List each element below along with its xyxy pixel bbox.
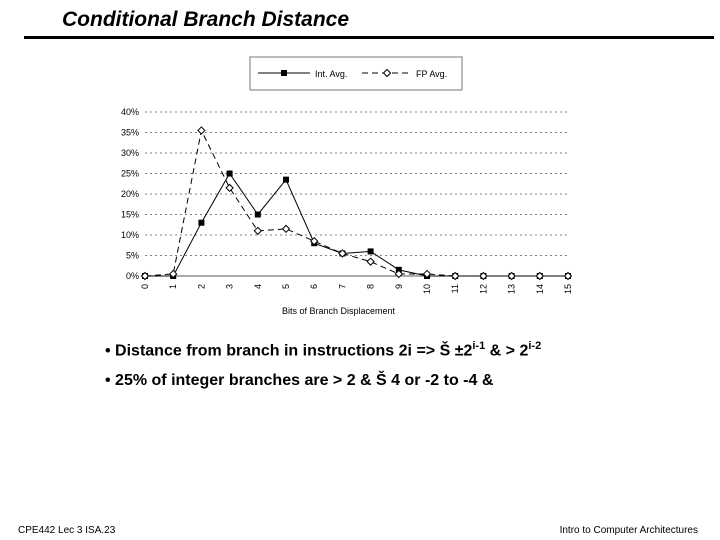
- bullet-integer-branches: • 25% of integer branches are > 2 & Š 4 or -2 to -4 &: [105, 372, 494, 389]
- y-tick-label: 0%: [125, 271, 139, 281]
- legend-marker-int: [281, 70, 287, 76]
- data-point-fp: [254, 227, 261, 234]
- x-tick-label: 14: [534, 284, 545, 295]
- y-tick-label: 20%: [120, 189, 139, 199]
- series-line-int: [145, 174, 568, 277]
- data-point-int: [198, 220, 204, 226]
- x-tick-label: 7: [337, 284, 348, 290]
- x-tick-label: 10: [422, 284, 432, 295]
- y-tick-label: 15%: [120, 209, 139, 220]
- y-tick-label: 30%: [120, 148, 139, 158]
- x-tick-label: 1: [168, 284, 179, 290]
- data-point-int: [283, 177, 289, 183]
- x-tick-label: 5: [281, 284, 291, 290]
- bullet-distance-sup1: i-1: [472, 340, 486, 352]
- axes: [121, 107, 573, 316]
- x-tick-label: 13: [506, 284, 517, 295]
- data-point-int: [227, 171, 233, 177]
- y-tick-label: 40%: [120, 107, 139, 117]
- x-tick-label: 8: [365, 284, 376, 290]
- legend-label-fp: FP Avg.: [416, 69, 448, 79]
- y-tick-label: 10%: [120, 230, 139, 240]
- legend: [250, 57, 462, 90]
- grid: [145, 112, 568, 256]
- data-point-fp: [283, 225, 290, 232]
- data-point-fp: [367, 258, 374, 265]
- data-point-fp: [198, 127, 205, 134]
- x-tick-label: 12: [478, 284, 489, 295]
- y-tick-label: 25%: [120, 168, 139, 179]
- x-tick-label: 9: [393, 284, 404, 290]
- legend-label-int: Int. Avg.: [315, 69, 348, 79]
- x-axis-title: Bits of Branch Displacement: [281, 306, 396, 316]
- series-line-fp: [145, 130, 568, 276]
- y-tick-label: 35%: [120, 127, 139, 138]
- bullet-distance-sup2: i-2: [528, 340, 542, 352]
- series-group: [142, 127, 572, 280]
- x-tick-label: 0: [140, 284, 150, 290]
- bullet-distance-text: • Distance from branch in instructions 2i => Š ±2: [105, 342, 473, 360]
- x-tick-label: 2: [196, 284, 207, 290]
- footer-right: Intro to Computer Architectures: [559, 525, 698, 536]
- x-tick-label: 11: [450, 284, 461, 294]
- x-tick-label: 15: [563, 284, 573, 295]
- x-tick-label: 4: [252, 284, 263, 290]
- data-point-fp: [226, 184, 233, 191]
- data-point-int: [255, 212, 261, 218]
- x-tick-label: 6: [309, 284, 320, 290]
- bullet-distance: [105, 340, 541, 360]
- slide-title: Conditional Branch Distance: [62, 8, 350, 31]
- y-tick-label: 5%: [125, 250, 139, 261]
- bullet-distance-mid: & > 2: [485, 342, 529, 360]
- data-point-int: [368, 248, 374, 254]
- x-tick-label: 3: [224, 284, 235, 290]
- footer-left: CPE442 Lec 3 ISA.23: [18, 525, 116, 536]
